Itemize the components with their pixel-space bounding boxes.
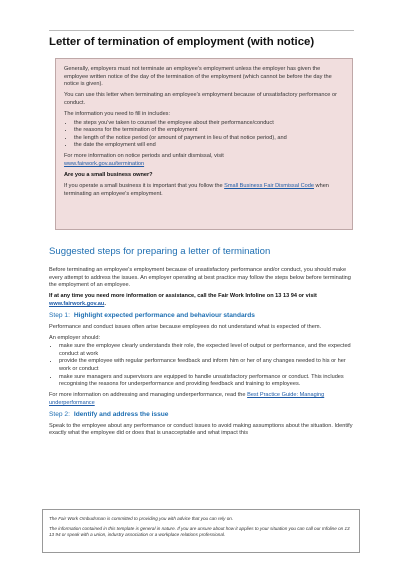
infoline-para: If at any time you need more information or assistance, call the Fair Work Infoline on 13 13 94 or visit www.fairwork.gov.au. bbox=[49, 293, 317, 307]
footer-line: The Fair Work Ombudsman is committed to providing you with advice that you can rely on. bbox=[49, 516, 234, 521]
list-item: • the length of the notice period (or amount of payment in lieu of that notice period), and bbox=[74, 135, 344, 143]
notice-box bbox=[55, 58, 353, 230]
footer-box bbox=[42, 509, 360, 553]
step2-heading: Step 2: Identify and address the issue bbox=[49, 411, 169, 418]
list-item: • the date the employment will end bbox=[74, 142, 344, 150]
intro-para: Before terminating an employee's employment because of unsatisfactory performance and/or conduct, you should make every attempt to address the issues. An employer operating at best practice may follow the steps below before terminating the employment of an employee. bbox=[49, 267, 351, 289]
step1-para: Performance and conduct issues often arise because employees do not understand what is expected of them. bbox=[49, 323, 322, 330]
termination-link[interactable]: www.fairwork.gov.au/termination bbox=[64, 161, 145, 168]
top-divider bbox=[49, 30, 354, 31]
step1-para: An employer should: bbox=[49, 334, 100, 341]
notice-para: The information you need to fill in includes: bbox=[64, 110, 171, 117]
notice-para: For more information on notice periods and unfair dismissal, visit www.fairwork.gov.au/termination bbox=[64, 153, 224, 168]
small-business-heading: Are you a small business owner? bbox=[64, 172, 153, 179]
page-title: Letter of termination of employment (with notice) bbox=[49, 36, 315, 48]
fairwork-link[interactable]: www.fairwork.gov.au bbox=[49, 300, 105, 307]
main-body bbox=[49, 267, 354, 441]
list-item: • make sure the employee clearly understands their role, the expected level of output or performance, and the expected conduct at work bbox=[59, 343, 354, 358]
notice-para: If you operate a small business it is important that you follow the Small Business Fair Dismissal Code when terminating an employee's employment. bbox=[64, 183, 329, 197]
fill-in-list bbox=[64, 120, 344, 150]
footer-line: The information contained in this template is general in nature. If you are unsure about how it applies to your situation you can call our Infoline on 13 13 94 or speak with a union, industry association or a workplace relations professional. bbox=[49, 526, 350, 538]
list-item: • the reasons for the termination of the employment bbox=[74, 127, 344, 135]
best-practice-guide-link[interactable]: Best Practice Guide: Managing underperformance bbox=[49, 392, 325, 406]
step2-para: Speak to the employee about any performance or conduct issues to avoid making assumptions about the situation. Identify exactly what the employee did or does that is unacceptable and what impact this bbox=[49, 422, 353, 437]
list-item: • make sure managers and supervisors are equipped to handle unsatisfactory performance or conduct. This includes recognising the reasons for underperformance and providing feedback and training to employees. bbox=[59, 374, 354, 389]
notice-para: Generally, employers must not terminate an employee's employment unless the employer has given the employee written notice of the day of the termination of the employment (which cannot be before the day the notice is given). bbox=[64, 66, 332, 88]
step1-para: For more information on addressing and managing underperformance, read the Best Practice Guide: Managing underperformance bbox=[49, 392, 325, 406]
list-item: • provide the employee with regular performance feedback and inform him or her of any changes needed to his or her work or conduct bbox=[59, 358, 354, 373]
list-item: • the steps you've taken to counsel the employee about their performance/conduct bbox=[74, 120, 344, 128]
step1-heading: Step 1: Highlight expected performance and behaviour standards bbox=[49, 311, 255, 319]
section-heading: Suggested steps for preparing a letter of termination bbox=[49, 246, 271, 257]
employer-should-list bbox=[49, 343, 354, 389]
notice-para: You can use this letter when terminating an employee's employment because of unsatisfactory performance or conduct. bbox=[64, 92, 337, 106]
small-business-code-link[interactable]: Small Business Fair Dismissal Code bbox=[224, 183, 314, 190]
